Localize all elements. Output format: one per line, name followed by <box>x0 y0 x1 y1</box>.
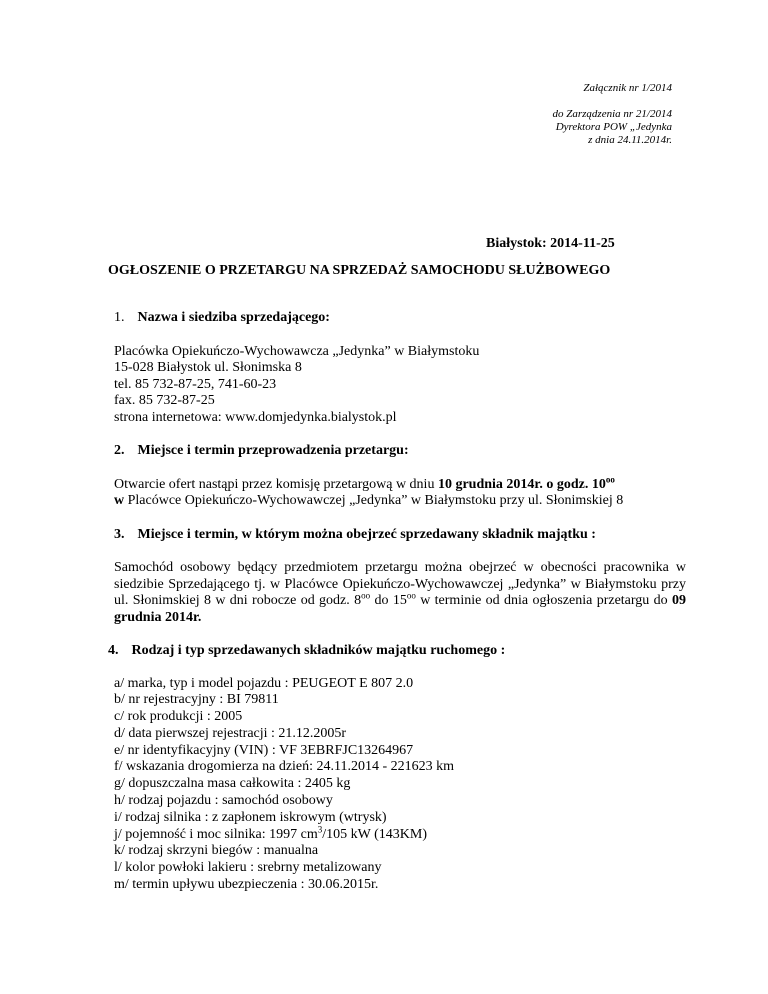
seller-name: Placówka Opiekuńczo-Wychowawcza „Jedynka” w Białymstoku <box>114 343 480 359</box>
list-item: j/ pojemność i moc silnika: 1997 $cm^3/105$ kW (143KM) <box>114 824 427 842</box>
list-item: g/ dopuszczalna masa całkowita : 2405 kg <box>114 776 351 792</box>
section-2-heading: 2. Miejsce i termin przeprowadzenia przetargu: <box>114 443 409 458</box>
document-body <box>108 310 686 894</box>
document-title: OGŁOSZENIE O PRZETARGU NA SPRZEDAŻ SAMOCHODU SŁUŻBOWEGO <box>108 263 611 278</box>
seller-phone: tel. 85 732-87-25, 741-60-23 <box>114 376 277 392</box>
vehicle-specification-list <box>114 676 686 894</box>
list-item: b/ nr rejestracyjny : BI 79811 <box>114 692 279 708</box>
section-4-heading: 4. Rodzaj i typ sprzedawanych składników majątku ruchomego : <box>108 643 506 658</box>
order-issuer: Dyrektora POW „Jedynka <box>555 121 672 133</box>
section-3-heading: 3. Miejsce i termin, w którym można obejrzeć sprzedawany składnik majątku : <box>114 526 596 542</box>
seller-website: strona internetowa: www.domjedynka.bialystok.pl <box>114 409 397 425</box>
seller-fax: fax. 85 732-87-25 <box>114 393 215 408</box>
seller-address: 15-028 Białystok ul. Słonimska 8 <box>114 360 302 375</box>
attachment-header <box>553 82 673 147</box>
list-item: h/ rodzaj pojazdu : samochód osobowy <box>114 793 333 809</box>
list-item: c/ rok produkcji : 2005 <box>114 709 243 725</box>
seller-details <box>114 344 686 427</box>
place-and-date: Białystok: 2014-11-25 <box>486 236 615 251</box>
list-item: i/ rodzaj silnika : z zapłonem iskrowym (wtrysk) <box>114 809 387 825</box>
list-item: e/ nr identyfikacyjny (VIN) : VF 3EBRFJC13264967 <box>114 742 414 758</box>
list-item: d/ data pierwszej rejestracji : 21.12.2005r <box>114 725 347 741</box>
list-item: a/ marka, typ i model pojazdu : PEUGEOT E 807 2.0 <box>114 675 414 691</box>
list-item: k/ rodzaj skrzyni biegów : manualna <box>114 843 319 859</box>
order-date: z dnia 24.11.2014r. <box>588 134 672 146</box>
annex-number: Załącznik nr 1/2014 <box>583 82 672 94</box>
viewing-details: Samochód osobowy będący przedmiotem przetargu można obejrzeć w obecności pracownika w siedzibie Sprzedającego tj. w Placówce Opiekuńczo-Wychowawczej „Jedynka” w Białymstoku przy ul. Słonimskiej 8 w dni robocze od godz. $8^{oo}$ do $15^{oo}$ w terminie od dnia ogłoszenia przetargu do 09 grudnia 2014r. <box>114 560 686 625</box>
section-1-heading: 1. Nazwa i siedziba sprzedającego: <box>114 310 330 325</box>
order-reference: do Zarządzenia nr 21/2014 <box>552 108 672 120</box>
list-item: m/ termin upływu ubezpieczenia : 30.06.2015r. <box>114 877 379 893</box>
list-item: l/ kolor powłoki lakieru : srebrny metalizowany <box>114 860 382 876</box>
tender-time-place: Otwarcie ofert nastąpi przez komisję przetargową w dniu 10 grudnia 2014r. o godz. $10^{oo}$ w Placówce Opiekuńczo-Wychowawczej „Jedynka” w Białymstoku przy ul. Słonimskiej 8 <box>114 473 624 508</box>
list-item: f/ wskazania drogomierza na dzień: 24.11.2014 - 221623 km <box>114 759 455 775</box>
